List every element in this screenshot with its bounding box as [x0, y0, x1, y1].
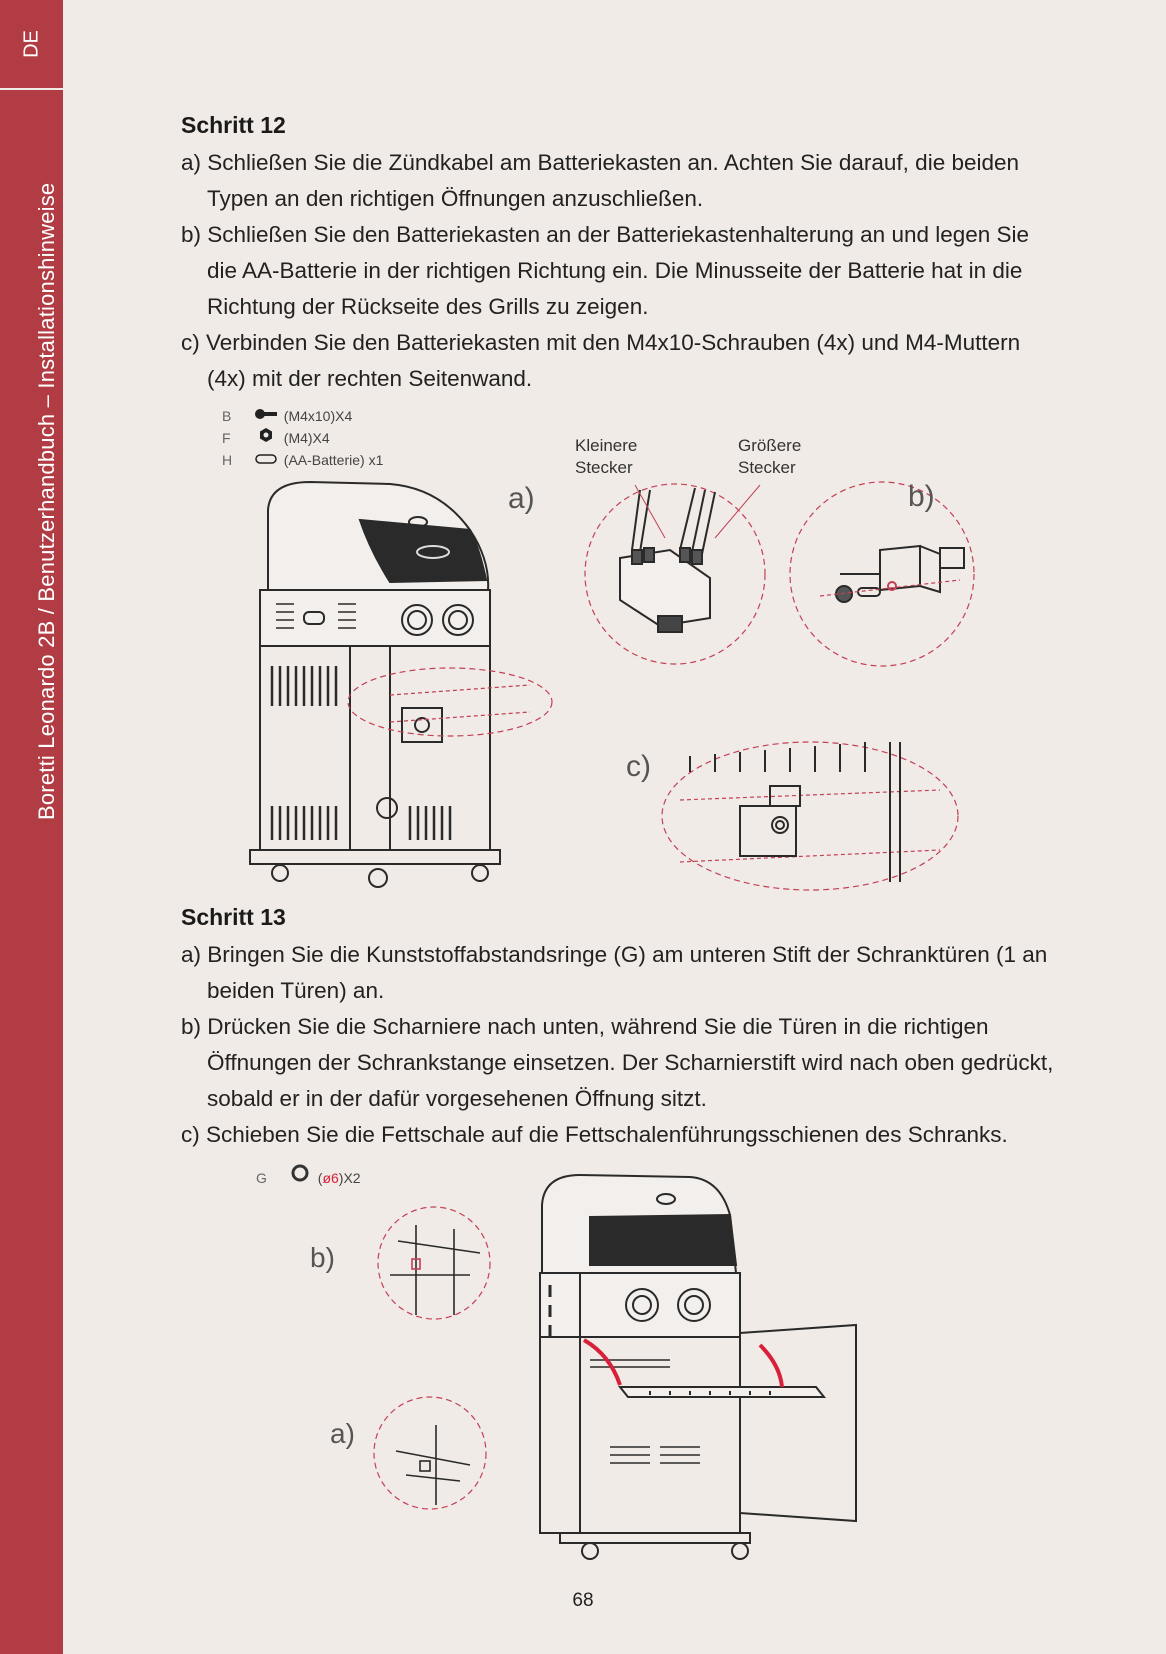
screw-icon	[252, 405, 280, 427]
grill-open-doors-drawing	[540, 1175, 856, 1559]
step-12-item-b: b) Schließen Sie den Batteriekasten an der Batteriekastenhalterung an und legen Sie die AA-Batterie in der richtigen Richtung ein. Die Minusseite der Batterie hat in die Richtung der Rückseite des Grills zu zeigen.	[181, 222, 1030, 319]
part-row: G (ø6)X2	[256, 1163, 361, 1185]
step-13-item-a: a) Bringen Sie die Kunststoffabstandsringe (G) am unteren Stift der Schranktüren (1 an beiden Türen) an.	[181, 942, 1048, 1003]
language-tab	[0, 0, 63, 90]
step-12-item-c: c) Verbinden Sie den Batteriekasten mit den M4x10-Schrauben (4x) und M4-Muttern (4x) mit der rechten Seitenwand.	[181, 330, 1021, 391]
step-13-list	[181, 937, 1061, 1153]
step-13-item-c: c) Schieben Sie die Fettschale auf die Fettschalenführungsschienen des Schranks.	[181, 1122, 1008, 1147]
nut-icon	[252, 427, 280, 449]
step-13-section	[181, 904, 1061, 1153]
label-a-hinge: a)	[330, 1418, 355, 1449]
document-title: Boretti Leonardo 2B / Benutzerhandbuch – Installationshinweise	[34, 182, 59, 820]
bracket-detail	[836, 546, 964, 602]
small-plug-label: Kleinere Stecker	[575, 436, 638, 477]
language-label: DE	[20, 30, 42, 58]
page-number: 68	[572, 1590, 594, 1611]
step-13-illustration	[310, 1165, 860, 1565]
battery-icon	[252, 449, 280, 471]
spacer-ring-icon	[286, 1163, 314, 1189]
step-13-item-b: b) Drücken Sie die Scharniere nach unten, während Sie die Türen in die richtigen Öffnungen der Schrankstange einsetzen. Der Scharnierstift wird nach oben gedrückt, sobald er in der dafür vorgesehenen Öffnung sitzt.	[181, 1014, 1054, 1111]
label-a: a)	[508, 482, 535, 515]
label-c: c)	[626, 750, 651, 783]
sidebar	[0, 0, 63, 1654]
screw-lines	[390, 685, 940, 862]
battery-box-detail	[620, 488, 715, 632]
part-row: H (AA-Batterie) x1	[222, 449, 383, 471]
step-12-heading: Schritt 12	[181, 112, 286, 138]
big-plug-label: Größere Stecker	[738, 436, 802, 477]
part-row: B (M4x10)X4	[222, 405, 383, 427]
label-b: b)	[908, 480, 935, 513]
step-12-parts-list	[222, 405, 383, 471]
step-13-heading: Schritt 13	[181, 904, 286, 930]
hinge-red-arrows	[584, 1340, 782, 1387]
part-row: F (M4)X4	[222, 427, 383, 449]
step-12-section	[181, 112, 1061, 397]
step-12-item-a: a) Schließen Sie die Zündkabel am Batteriekasten an. Achten Sie darauf, die beiden Typen an den richtigen Öffnungen anzuschließen.	[181, 150, 1020, 211]
grill-drawing	[250, 482, 500, 887]
step-12-illustration	[240, 470, 1020, 900]
hinge-details	[390, 1225, 480, 1505]
step-12-list	[181, 145, 1061, 397]
label-b-hinge: b)	[310, 1242, 335, 1273]
side-wall-detail	[690, 742, 900, 882]
